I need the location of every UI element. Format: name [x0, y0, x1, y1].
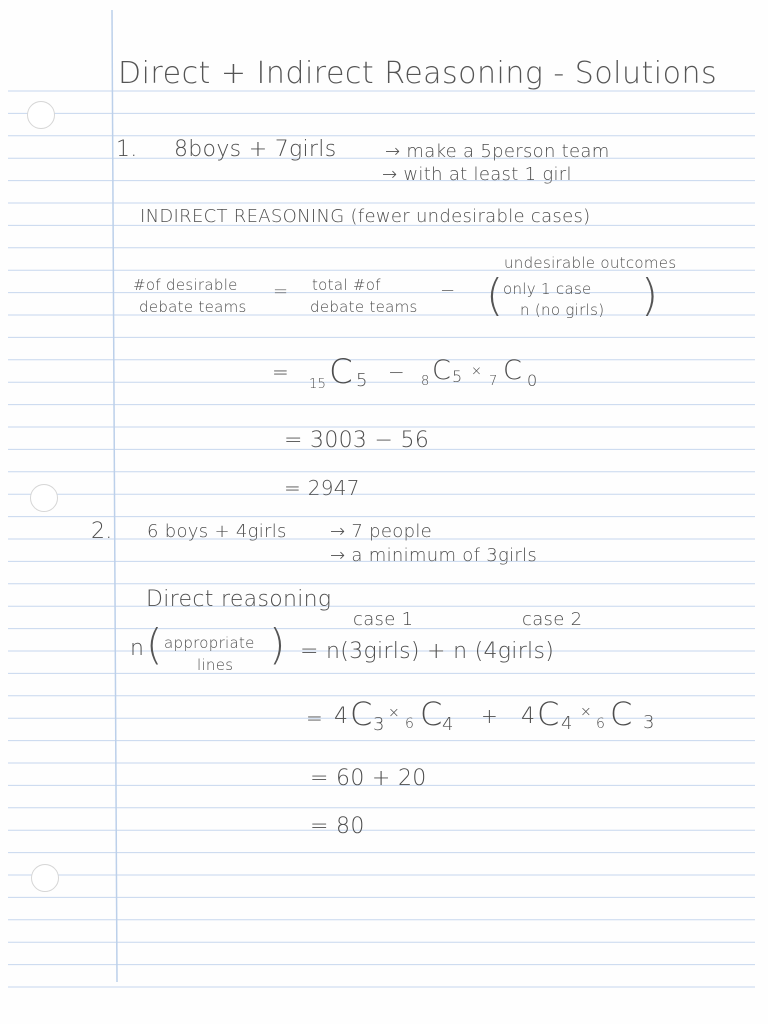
lhs-right-paren: ) — [269, 620, 286, 669]
problem2-method: Direct reasoning — [146, 587, 332, 612]
p2-step1-a-post: 3 — [373, 714, 385, 735]
total-label-line1: total #of — [312, 276, 381, 294]
problem1-goal-line2: → with at least 1 girl — [382, 164, 572, 185]
step1-a-c: C — [329, 352, 354, 392]
p2-step1-c-post: 4 — [561, 713, 573, 734]
page-title: Direct + Indirect Reasoning - Solutions — [118, 56, 718, 91]
p2-step1-d-c: C — [610, 695, 633, 733]
step1-equals: = — [272, 360, 290, 384]
step1-a-pre: 15 — [309, 377, 327, 392]
p2-step1-b-c: C — [420, 695, 443, 733]
problem2-step2: = 60 + 20 — [310, 766, 427, 791]
case1-label: case 1 — [353, 609, 414, 630]
problem1-method: INDIRECT REASONING (fewer undesirable cases) — [140, 206, 591, 227]
step1-minus: − — [388, 360, 406, 384]
problem1-minus: − — [440, 280, 456, 301]
lhs-left-paren: ( — [146, 620, 163, 669]
total-label-line2: debate teams — [310, 298, 418, 316]
problem1-goal-line1: → make a 5person team — [385, 141, 610, 162]
step1-b-post: 5 — [452, 367, 463, 386]
p2-step1-times1: × — [388, 705, 401, 721]
punch-hole-bottom — [31, 864, 59, 892]
problem1-step2: = 3003 − 56 — [284, 428, 430, 453]
desirable-label-line2: debate teams — [139, 298, 247, 316]
step1-a-post: 5 — [356, 370, 368, 391]
desirable-label-line1: #of desirable — [133, 276, 238, 294]
left-paren: ( — [486, 270, 504, 321]
problem1-step3: = 2947 — [284, 476, 360, 500]
punch-hole-middle — [30, 484, 58, 512]
problem2-number: 2. — [91, 519, 113, 544]
p2-step1-b-pre: 6 — [405, 716, 415, 732]
step1-times: × — [471, 364, 483, 379]
problem2-goal-line1: → 7 people — [330, 521, 432, 542]
case2-label: case 2 — [522, 609, 583, 630]
step1-b-c: C — [432, 355, 452, 386]
p2-step1-c-pre: 4 — [521, 704, 536, 729]
p2-step1-c-c: C — [537, 695, 560, 733]
p2-step1-a-c: C — [350, 695, 373, 733]
lhs-line2: lines — [197, 656, 234, 674]
problem2-rhs: = n(3girls) + n (4girls) — [300, 639, 555, 664]
undesirable-label: undesirable outcomes — [504, 254, 677, 272]
p2-step1-d-post: 3 — [643, 712, 655, 733]
step1-c-c: C — [503, 355, 523, 386]
p2-step1-equals: = — [306, 706, 324, 730]
p2-step1-times2: × — [580, 704, 593, 720]
right-paren: ) — [641, 270, 659, 321]
problem1-number: 1. — [116, 137, 138, 162]
lhs-line1: appropriate — [164, 634, 255, 652]
undesirable-line1: only 1 case — [503, 280, 592, 298]
step1-c-pre: 7 — [489, 374, 498, 389]
problem2-given: 6 boys + 4girls — [147, 521, 287, 542]
problem2-step3: = 80 — [310, 814, 365, 839]
p2-step1-d-pre: 6 — [596, 716, 606, 732]
step1-c-post: 0 — [527, 371, 538, 390]
step1-b-pre: 8 — [421, 374, 430, 389]
p2-step1-b-post: 4 — [442, 714, 454, 735]
problem1-equals: = — [273, 281, 289, 302]
p2-step1-a-pre: 4 — [334, 704, 349, 729]
problem2-lhs-n: n — [130, 636, 145, 661]
undesirable-line2: n (no girls) — [520, 301, 605, 319]
problem2-goal-line2: → a minimum of 3girls — [330, 545, 538, 566]
punch-hole-top — [27, 101, 55, 129]
problem1-given: 8boys + 7girls — [174, 137, 337, 162]
p2-step1-plus: + — [481, 704, 499, 728]
